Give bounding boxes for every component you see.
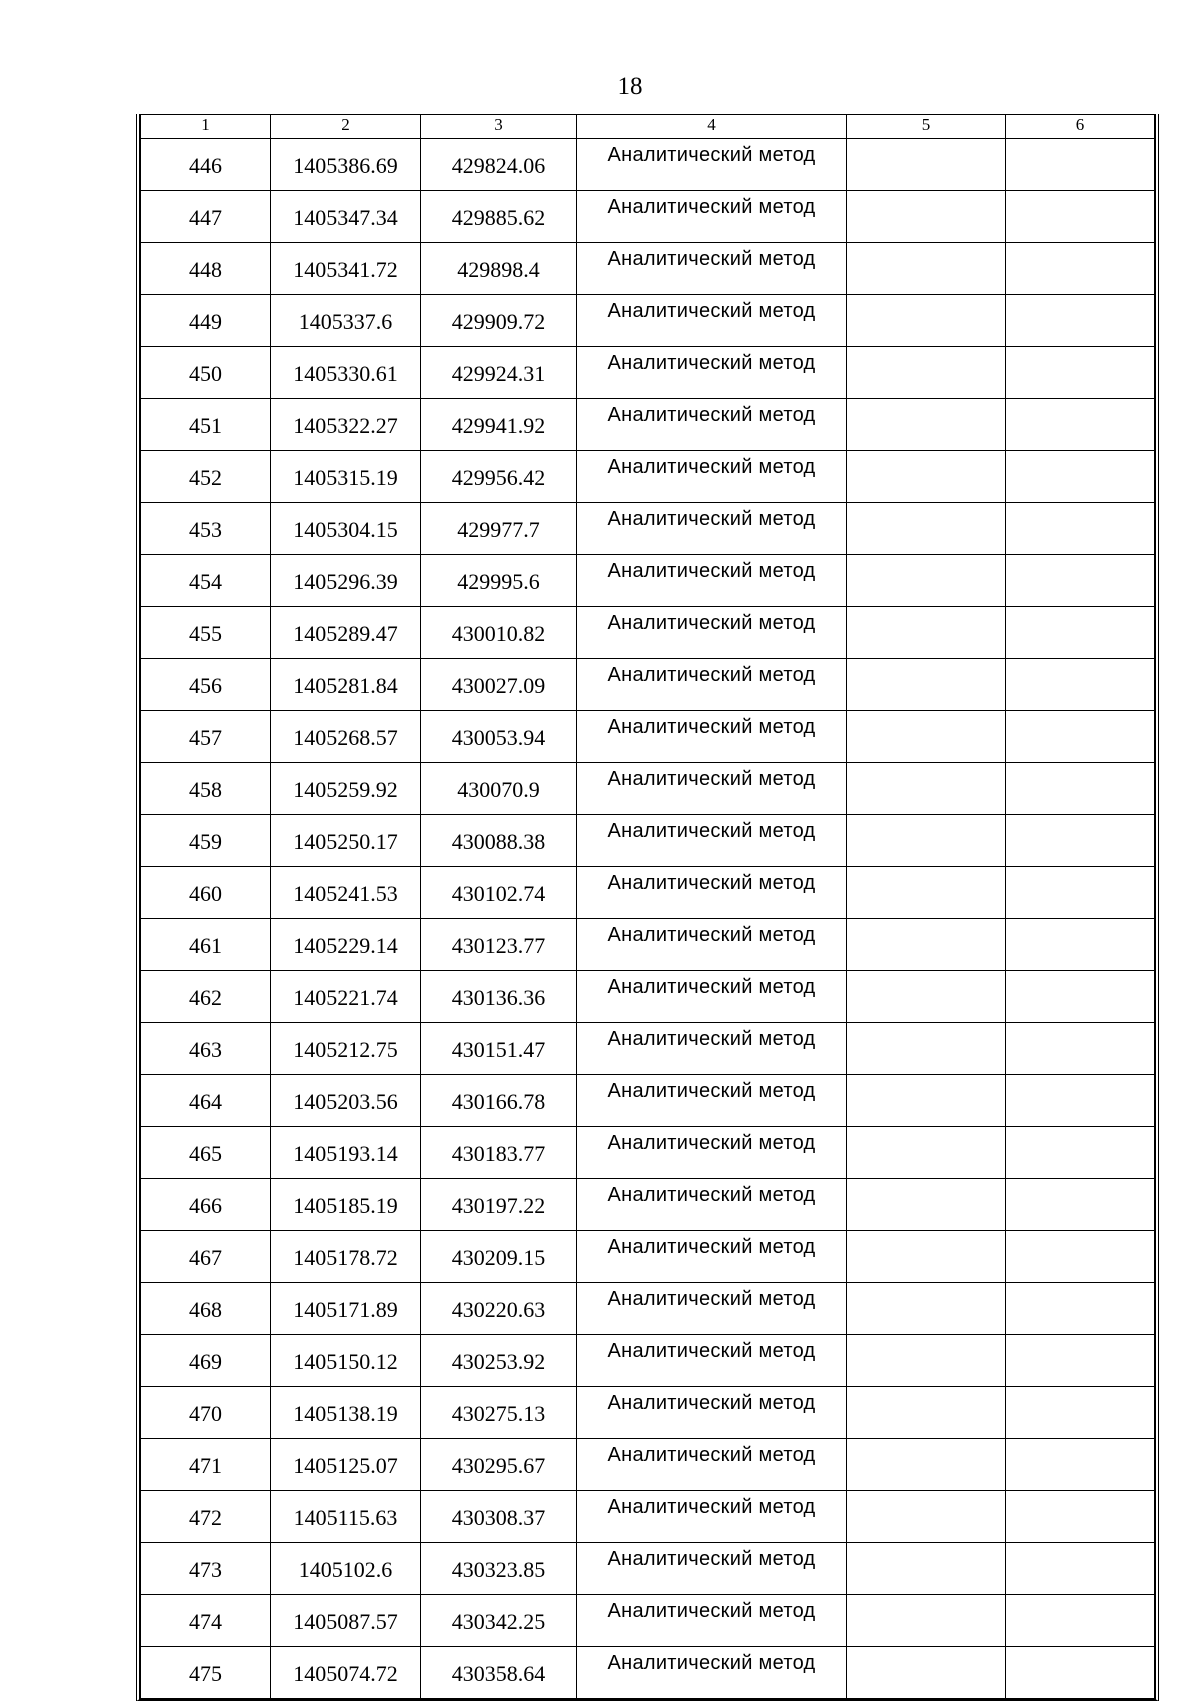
y-coordinate-cell: 430010.82 [421,607,577,659]
point-number-cell: 452 [141,451,271,503]
y-coordinate-cell: 430123.77 [421,919,577,971]
method-cell: Аналитический метод [577,1543,847,1595]
column-5-cell [847,1283,1006,1335]
method-cell: Аналитический метод [577,399,847,451]
column-header: 4 [577,115,847,139]
column-6-cell [1006,971,1155,1023]
column-5-cell [847,1647,1006,1699]
table-header-row [141,115,1155,139]
method-cell: Аналитический метод [577,1023,847,1075]
y-coordinate-cell: 430295.67 [421,1439,577,1491]
table-row [141,659,1155,711]
table-row [141,503,1155,555]
column-5-cell [847,971,1006,1023]
point-number-cell: 467 [141,1231,271,1283]
method-cell: Аналитический метод [577,711,847,763]
column-5-cell [847,347,1006,399]
x-coordinate-cell: 1405138.19 [271,1387,421,1439]
method-cell: Аналитический метод [577,1595,847,1647]
column-5-cell [847,607,1006,659]
column-5-cell [847,295,1006,347]
y-coordinate-cell: 429885.62 [421,191,577,243]
x-coordinate-cell: 1405229.14 [271,919,421,971]
table-row [141,139,1155,191]
point-number-cell: 474 [141,1595,271,1647]
column-6-cell [1006,1179,1155,1231]
column-5-cell [847,1231,1006,1283]
table-row [141,295,1155,347]
point-number-cell: 468 [141,1283,271,1335]
column-5-cell [847,1179,1006,1231]
y-coordinate-cell: 430209.15 [421,1231,577,1283]
y-coordinate-cell: 430323.85 [421,1543,577,1595]
column-5-cell [847,919,1006,971]
table-row [141,1283,1155,1335]
column-6-cell [1006,1335,1155,1387]
x-coordinate-cell: 1405087.57 [271,1595,421,1647]
column-header: 3 [421,115,577,139]
column-5-cell [847,1127,1006,1179]
point-number-cell: 456 [141,659,271,711]
column-6-cell [1006,555,1155,607]
x-coordinate-cell: 1405178.72 [271,1231,421,1283]
x-coordinate-cell: 1405193.14 [271,1127,421,1179]
point-number-cell: 470 [141,1387,271,1439]
method-cell: Аналитический метод [577,1335,847,1387]
method-cell: Аналитический метод [577,659,847,711]
coordinates-table [140,114,1155,1699]
point-number-cell: 460 [141,867,271,919]
x-coordinate-cell: 1405074.72 [271,1647,421,1699]
table-row [141,1179,1155,1231]
x-coordinate-cell: 1405347.34 [271,191,421,243]
table-row [141,191,1155,243]
method-cell: Аналитический метод [577,1647,847,1699]
x-coordinate-cell: 1405115.63 [271,1491,421,1543]
point-number-cell: 473 [141,1543,271,1595]
table-row [141,815,1155,867]
x-coordinate-cell: 1405386.69 [271,139,421,191]
column-6-cell [1006,919,1155,971]
column-6-cell [1006,1595,1155,1647]
y-coordinate-cell: 430070.9 [421,763,577,815]
point-number-cell: 449 [141,295,271,347]
column-6-cell [1006,139,1155,191]
column-5-cell [847,1335,1006,1387]
x-coordinate-cell: 1405150.12 [271,1335,421,1387]
y-coordinate-cell: 429898.4 [421,243,577,295]
x-coordinate-cell: 1405289.47 [271,607,421,659]
column-6-cell [1006,1491,1155,1543]
point-number-cell: 458 [141,763,271,815]
point-number-cell: 447 [141,191,271,243]
table-row [141,919,1155,971]
table-row [141,243,1155,295]
x-coordinate-cell: 1405241.53 [271,867,421,919]
y-coordinate-cell: 429995.6 [421,555,577,607]
x-coordinate-cell: 1405212.75 [271,1023,421,1075]
column-5-cell [847,1023,1006,1075]
y-coordinate-cell: 430027.09 [421,659,577,711]
table-row [141,1335,1155,1387]
column-6-cell [1006,1543,1155,1595]
method-cell: Аналитический метод [577,503,847,555]
column-5-cell [847,815,1006,867]
table-row [141,1231,1155,1283]
point-number-cell: 457 [141,711,271,763]
x-coordinate-cell: 1405315.19 [271,451,421,503]
x-coordinate-cell: 1405341.72 [271,243,421,295]
y-coordinate-cell: 430275.13 [421,1387,577,1439]
table-row [141,451,1155,503]
column-5-cell [847,867,1006,919]
table-row [141,1387,1155,1439]
y-coordinate-cell: 429924.31 [421,347,577,399]
column-6-cell [1006,711,1155,763]
column-6-cell [1006,191,1155,243]
x-coordinate-cell: 1405281.84 [271,659,421,711]
point-number-cell: 464 [141,1075,271,1127]
column-6-cell [1006,763,1155,815]
point-number-cell: 469 [141,1335,271,1387]
x-coordinate-cell: 1405171.89 [271,1283,421,1335]
column-6-cell [1006,1283,1155,1335]
x-coordinate-cell: 1405185.19 [271,1179,421,1231]
method-cell: Аналитический метод [577,451,847,503]
method-cell: Аналитический метод [577,815,847,867]
y-coordinate-cell: 430358.64 [421,1647,577,1699]
method-cell: Аналитический метод [577,139,847,191]
table-row [141,1491,1155,1543]
point-number-cell: 451 [141,399,271,451]
y-coordinate-cell: 430342.25 [421,1595,577,1647]
method-cell: Аналитический метод [577,1127,847,1179]
table-row [141,1023,1155,1075]
y-coordinate-cell: 429909.72 [421,295,577,347]
y-coordinate-cell: 430088.38 [421,815,577,867]
table-row [141,607,1155,659]
y-coordinate-cell: 430253.92 [421,1335,577,1387]
point-number-cell: 455 [141,607,271,659]
point-number-cell: 453 [141,503,271,555]
y-coordinate-cell: 430151.47 [421,1023,577,1075]
column-5-cell [847,399,1006,451]
column-6-cell [1006,1231,1155,1283]
column-6-cell [1006,1647,1155,1699]
table-row [141,1543,1155,1595]
table-row [141,1595,1155,1647]
x-coordinate-cell: 1405322.27 [271,399,421,451]
point-number-cell: 465 [141,1127,271,1179]
column-5-cell [847,1595,1006,1647]
column-6-cell [1006,1023,1155,1075]
method-cell: Аналитический метод [577,295,847,347]
x-coordinate-cell: 1405304.15 [271,503,421,555]
method-cell: Аналитический метод [577,1075,847,1127]
column-6-cell [1006,867,1155,919]
x-coordinate-cell: 1405330.61 [271,347,421,399]
x-coordinate-cell: 1405102.6 [271,1543,421,1595]
column-5-cell [847,503,1006,555]
column-5-cell [847,555,1006,607]
method-cell: Аналитический метод [577,919,847,971]
point-number-cell: 448 [141,243,271,295]
x-coordinate-cell: 1405337.6 [271,295,421,347]
column-5-cell [847,243,1006,295]
y-coordinate-cell: 430308.37 [421,1491,577,1543]
column-header: 5 [847,115,1006,139]
table-row [141,1439,1155,1491]
point-number-cell: 463 [141,1023,271,1075]
column-5-cell [847,1491,1006,1543]
column-header: 2 [271,115,421,139]
y-coordinate-cell: 430220.63 [421,1283,577,1335]
x-coordinate-cell: 1405125.07 [271,1439,421,1491]
table-row [141,347,1155,399]
method-cell: Аналитический метод [577,191,847,243]
point-number-cell: 475 [141,1647,271,1699]
column-6-cell [1006,607,1155,659]
table-body [141,139,1155,1699]
method-cell: Аналитический метод [577,763,847,815]
point-number-cell: 454 [141,555,271,607]
column-5-cell [847,139,1006,191]
table-row [141,711,1155,763]
table-row [141,399,1155,451]
point-number-cell: 466 [141,1179,271,1231]
table-row [141,1075,1155,1127]
method-cell: Аналитический метод [577,607,847,659]
y-coordinate-cell: 430053.94 [421,711,577,763]
table-row [141,867,1155,919]
point-number-cell: 471 [141,1439,271,1491]
method-cell: Аналитический метод [577,1283,847,1335]
page-number: 18 [617,73,643,100]
table-row [141,763,1155,815]
y-coordinate-cell: 430102.74 [421,867,577,919]
column-6-cell [1006,815,1155,867]
column-6-cell [1006,1387,1155,1439]
column-5-cell [847,451,1006,503]
column-6-cell [1006,1075,1155,1127]
point-number-cell: 459 [141,815,271,867]
method-cell: Аналитический метод [577,1491,847,1543]
table-row [141,1647,1155,1699]
method-cell: Аналитический метод [577,1231,847,1283]
column-5-cell [847,1387,1006,1439]
column-6-cell [1006,451,1155,503]
y-coordinate-cell: 429824.06 [421,139,577,191]
x-coordinate-cell: 1405259.92 [271,763,421,815]
x-coordinate-cell: 1405203.56 [271,1075,421,1127]
method-cell: Аналитический метод [577,347,847,399]
y-coordinate-cell: 430197.22 [421,1179,577,1231]
column-5-cell [847,659,1006,711]
point-number-cell: 472 [141,1491,271,1543]
point-number-cell: 461 [141,919,271,971]
column-5-cell [847,1439,1006,1491]
table-row [141,971,1155,1023]
column-5-cell [847,763,1006,815]
column-5-cell [847,711,1006,763]
x-coordinate-cell: 1405268.57 [271,711,421,763]
method-cell: Аналитический метод [577,243,847,295]
x-coordinate-cell: 1405250.17 [271,815,421,867]
method-cell: Аналитический метод [577,971,847,1023]
y-coordinate-cell: 429941.92 [421,399,577,451]
y-coordinate-cell: 429977.7 [421,503,577,555]
point-number-cell: 462 [141,971,271,1023]
column-6-cell [1006,1127,1155,1179]
method-cell: Аналитический метод [577,867,847,919]
column-5-cell [847,191,1006,243]
column-5-cell [847,1543,1006,1595]
column-6-cell [1006,399,1155,451]
column-header: 6 [1006,115,1155,139]
method-cell: Аналитический метод [577,1387,847,1439]
x-coordinate-cell: 1405296.39 [271,555,421,607]
y-coordinate-cell: 430136.36 [421,971,577,1023]
table-row [141,555,1155,607]
column-6-cell [1006,1439,1155,1491]
column-6-cell [1006,347,1155,399]
y-coordinate-cell: 430166.78 [421,1075,577,1127]
method-cell: Аналитический метод [577,1439,847,1491]
coordinates-table-frame [136,114,1159,1701]
method-cell: Аналитический метод [577,1179,847,1231]
column-6-cell [1006,659,1155,711]
point-number-cell: 446 [141,139,271,191]
x-coordinate-cell: 1405221.74 [271,971,421,1023]
column-6-cell [1006,243,1155,295]
column-6-cell [1006,295,1155,347]
y-coordinate-cell: 430183.77 [421,1127,577,1179]
column-6-cell [1006,503,1155,555]
point-number-cell: 450 [141,347,271,399]
table-row [141,1127,1155,1179]
column-5-cell [847,1075,1006,1127]
y-coordinate-cell: 429956.42 [421,451,577,503]
method-cell: Аналитический метод [577,555,847,607]
column-header: 1 [141,115,271,139]
